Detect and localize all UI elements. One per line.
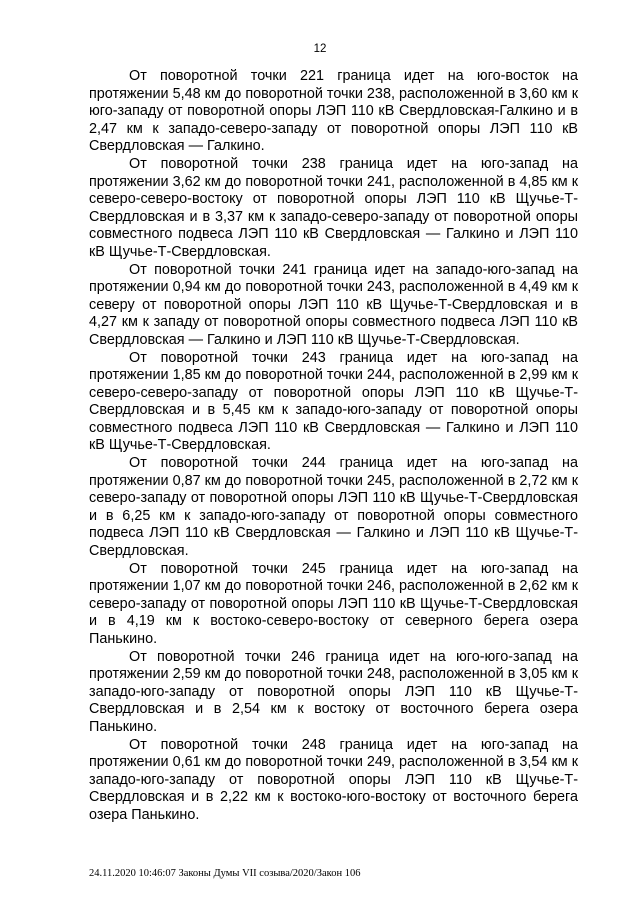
paragraph: От поворотной точки 248 граница идет на юго-запад на протяжении 0,61 км до поворотной точки 249, расположенной в 3,54 км к западо-юго-западу от поворотной опоры ЛЭП 110 кВ Щучье-Т-Свердловская и в 2,22 км к востоко-юго-востоку от восточного берега озера Панькино. <box>89 736 578 823</box>
paragraph: От поворотной точки 243 граница идет на юго-запад на протяжении 1,85 км до поворотной точки 244, расположенной в 2,99 км к северо-северо-западу от поворотной опоры ЛЭП 110 кВ Щучье-Т-Свердловская и в 5,45 км к западо-юго-западу от поворотной опоры совместного подвеса ЛЭП 110 кВ Свердловская — Галкино и ЛЭП 110 кВ Щучье-Т-Свердловская. <box>89 349 578 454</box>
paragraph: От поворотной точки 238 граница идет на юго-запад на протяжении 3,62 км до поворотной точки 241, расположенной в 4,85 км к северо-северо-востоку от поворотной опоры ЛЭП 110 кВ Щучье-Т-Свердловская и в 3,37 км к западо-северо-западу от поворотной опоры совместного подвеса ЛЭП 110 кВ Свердловская — Галкино и ЛЭП 110 кВ Щучье-Т-Свердловская. <box>89 155 578 260</box>
paragraph: От поворотной точки 244 граница идет на юго-запад на протяжении 0,87 км до поворотной точки 245, расположенной в 2,72 км к северо-западу от поворотной опоры ЛЭП 110 кВ Щучье-Т-Свердловская и в 6,25 км к западо-юго-западу от поворотной опоры совместного подвеса ЛЭП 110 кВ Свердловская — Галкино и ЛЭП 110 кВ Щучье-Т-Свердловская. <box>89 455 578 560</box>
page-number: 12 <box>313 43 327 55</box>
paragraph: От поворотной точки 246 граница идет на юго-юго-запад на протяжении 2,59 км до поворотной точки 248, расположенной в 3,05 км к западо-юго-западу от поворотной опоры ЛЭП 110 кВ Щучье-Т-Свердловская и в 2,54 км к востоку от восточного берега озера Панькино. <box>89 648 578 735</box>
document-footer: 24.11.2020 10:46:07 Законы Думы VII созыва/2020/Закон 106 <box>89 868 361 879</box>
paragraph: От поворотной точки 245 граница идет на юго-запад на протяжении 1,07 км до поворотной точки 246, расположенной в 2,62 км к северо-западу от поворотной опоры ЛЭП 110 кВ Щучье-Т-Свердловская и в 4,19 км к востоко-северо-востоку от северного берега озера Панькино. <box>89 560 578 647</box>
paragraph: От поворотной точки 241 граница идет на западо-юго-запад на протяжении 0,94 км до поворотной точки 243, расположенной в 4,49 км к северу от поворотной опоры ЛЭП 110 кВ Щучье-Т-Свердловская и в 4,27 км к западу от поворотной опоры совместного подвеса ЛЭП 110 кВ Свердловская — Галкино и ЛЭП 110 кВ Щучье-Т-Свердловская. <box>89 261 578 348</box>
paragraph: От поворотной точки 221 граница идет на юго-восток на протяжении 5,48 км до поворотной точки 238, расположенной в 3,60 км к юго-западу от поворотной опоры ЛЭП 110 кВ Свердловская-Галкино и в 2,47 км к западо-северо-западу от поворотной опоры ЛЭП 110 кВ Свердловская — Галкино. <box>89 68 578 155</box>
document-body <box>89 68 578 825</box>
